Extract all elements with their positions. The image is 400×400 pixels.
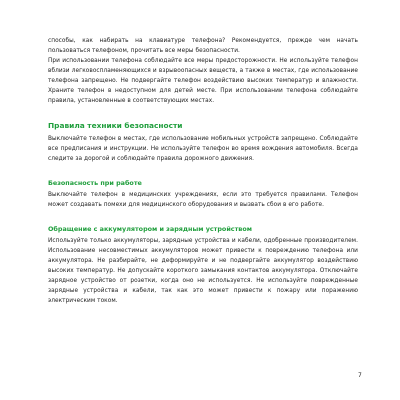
intro-paragraph-1: способы, как набирать на клавиатуре телефона? Рекомендуется, прежде чем начать пользоваться телефоном, прочитать все меры безопасности. xyxy=(48,38,358,54)
section-heading-safety-rules: Правила техники безопасности xyxy=(48,121,183,130)
section-heading-battery-charger: Обращение с аккумулятором и зарядным устройством xyxy=(48,225,252,233)
intro-paragraph-2: При использовании телефона соблюдайте все меры предосторожности. Не используйте телефон вблизи легковоспламеняющихся и взрывоопасных веществ, а также в местах, где использование телефона запрещено. Не подвергайте телефон воздействию высоких температур и влажности. Храните телефон в недоступном для детей месте. При использовании телефона соблюдайте правила, установленные в соответствующих местах. xyxy=(48,58,358,104)
page-number: 7 xyxy=(358,372,362,379)
section-work-safety xyxy=(48,178,358,210)
section-paragraph-battery-charger: Используйте только аккумуляторы, зарядные устройства и кабели, одобренные производителем. Использование несовместимых аккумуляторов может привести к повреждению телефона или аккумулятора. Не разбирайте, не деформируйте и не подвергайте аккумулятор воздействию высоких температур. Не допускайте короткого замыкания контактов аккумулятора. Отключайте зарядное устройство от розетки, когда оно не используется. Не используйте поврежденные зарядные устройства и кабели, так как это может привести к пожару или поражению электрическим током. xyxy=(48,238,358,304)
intro-block xyxy=(48,36,358,106)
section-paragraph-work-safety: Выключайте телефон в медицинских учреждениях, если это требуется правилами. Телефон может создавать помехи для медицинского оборудования и вызвать сбои в его работе. xyxy=(48,192,358,208)
section-paragraph-safety-rules: Выключайте телефон в местах, где использование мобильных устройств запрещено. Соблюдайте все предписания и инструкции. Не используйте телефон во время вождения автомобиля. Всегда следите за дорогой и соблюдайте правила дорожного движения. xyxy=(48,136,358,162)
section-heading-work-safety: Безопасность при работе xyxy=(48,179,142,187)
section-safety-rules xyxy=(48,120,358,164)
section-battery-charger xyxy=(48,224,358,306)
page-content xyxy=(48,36,358,306)
